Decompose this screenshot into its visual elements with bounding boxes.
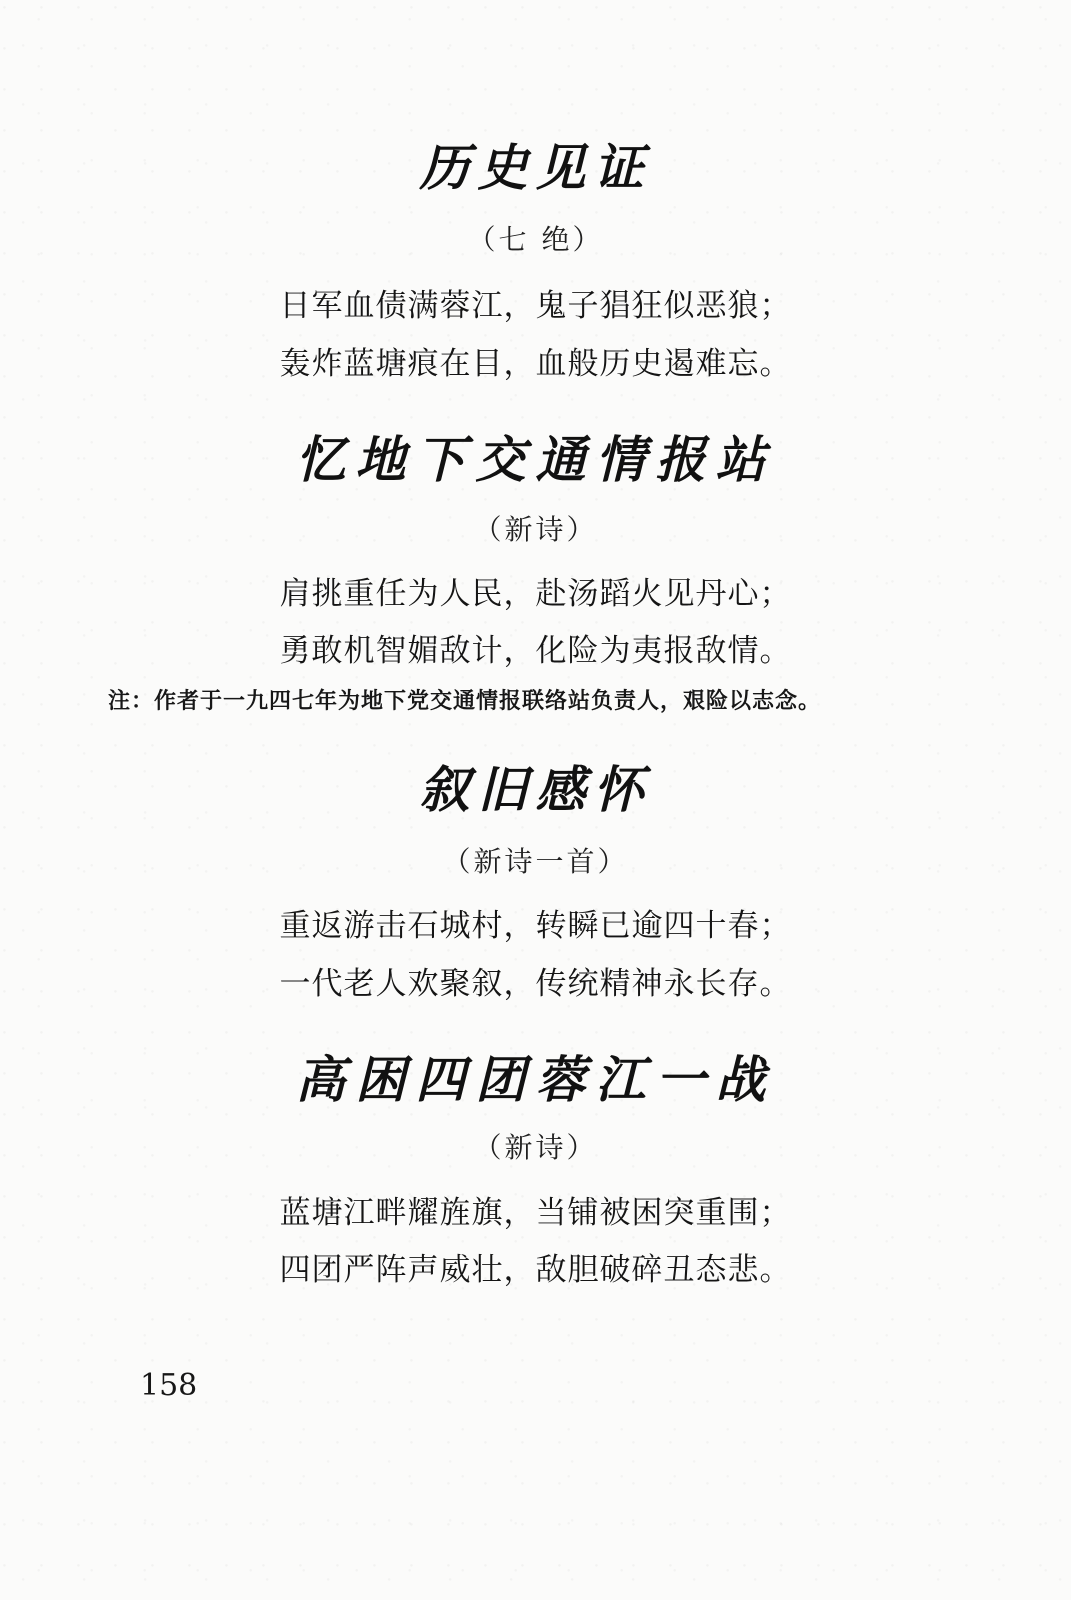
poem-title: 高困四团蓉江一战 — [295, 1050, 776, 1109]
page-number: 158 — [140, 1368, 198, 1403]
poem-form: （七 绝） — [467, 223, 604, 256]
poem-title: 叙旧感怀 — [419, 760, 652, 819]
poem-title: 历史见证 — [419, 138, 652, 197]
poem-form: （新诗） — [473, 513, 598, 546]
poem-line: 日军血债满蓉江，鬼子猖狂似恶狼； — [279, 288, 792, 324]
poem-line: 四团严阵声威壮，敌胆破碎丑态悲。 — [279, 1252, 792, 1288]
poem-line: 勇敢机智媚敌计，化险为夷报敌情。 — [279, 633, 792, 669]
poem-line: 肩挑重任为人民，赴汤蹈火见丹心； — [279, 576, 792, 612]
poem-line: 重返游击石城村，转瞬已逾四十春； — [279, 908, 792, 944]
author-note: 注：作者于一九四七年为地下党交通情报联络站负责人，艰险以志念。 — [108, 688, 822, 714]
poem-line: 一代老人欢聚叙，传统精神永长存。 — [279, 966, 792, 1002]
poem-form: （新诗） — [473, 1131, 598, 1164]
poem-line: 轰炸蓝塘痕在目，血般历史遏难忘。 — [279, 346, 792, 382]
poem-line: 蓝塘江畔耀旌旗，当铺被困突重围； — [279, 1195, 792, 1231]
poem-title: 忆地下交通情报站 — [295, 430, 776, 489]
poem-form: （新诗一首） — [442, 845, 629, 878]
